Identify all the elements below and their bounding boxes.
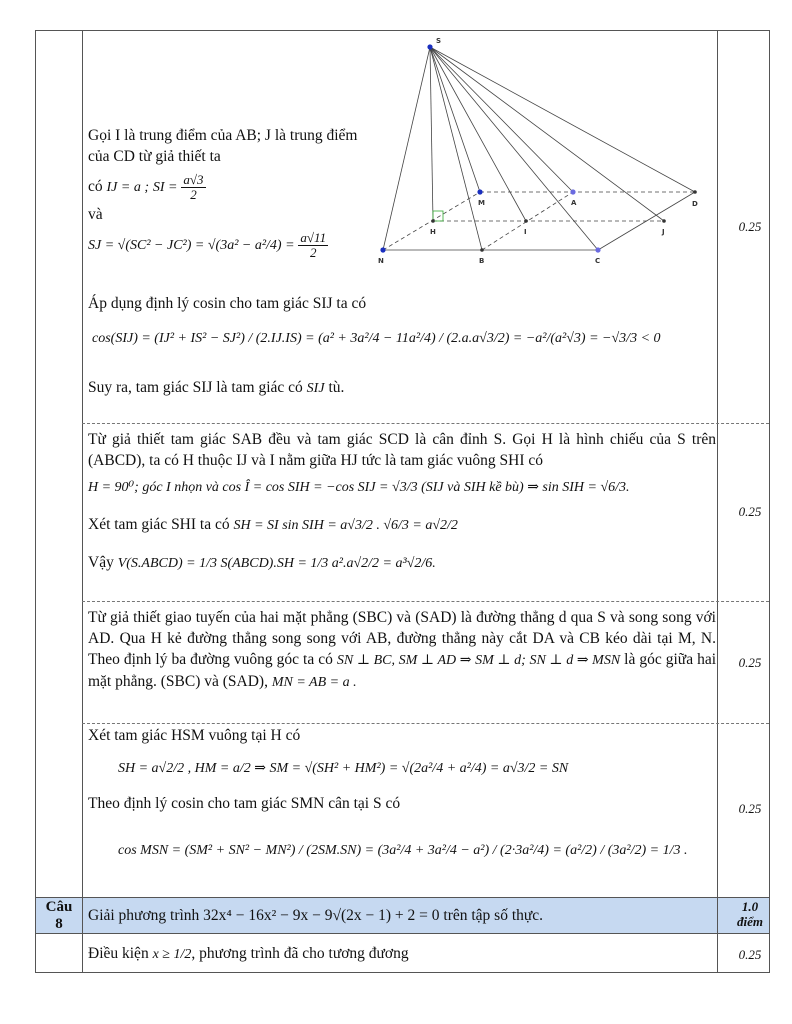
angle-sij: SIJ xyxy=(306,381,325,396)
volume-line xyxy=(88,552,716,574)
label-i: I xyxy=(524,228,527,236)
label-b: B xyxy=(479,257,485,265)
label-n: N xyxy=(378,257,384,265)
intro-text: Gọi I là trung điểm của AB; J là trung điểm của CD từ giả thiết ta xyxy=(88,127,358,165)
row-divider xyxy=(82,423,769,424)
sh-line xyxy=(88,514,716,536)
section-4 xyxy=(88,725,716,861)
paragraph xyxy=(88,607,716,693)
volume-equation: V(S.ABCD) = 1/3 S(ABCD).SH = 1/3 a².a√2/2 = a³√2/6. xyxy=(117,556,436,571)
label-j: J xyxy=(662,228,665,236)
cos-sij-equation: cos(SIJ) = (IJ² + IS² − SJ²) / (2.IJ.IS) = (a² + 3a²/4 − 11a²/4) / (2.a.a√3/2) = −a²/(a²√3) = −√3/3 < 0 xyxy=(92,331,661,346)
score-cell: 0.25 xyxy=(738,801,762,816)
text: Điều kiện xyxy=(88,945,149,962)
si-fraction: $\frac{a√3}{2}$ xyxy=(183,172,204,202)
label-c: C xyxy=(595,257,601,265)
question-number: 8 xyxy=(55,916,63,932)
text: Từ giả thiết giao tuyến của hai mặt phẳng (SBC) và (SAD) là đường thẳng d qua S và song song với AD. Qua H kẻ đường thẳng song song với AB, đường thẳng này cắt DA và CB kéo dài tại M, N. Theo định lý ba đường vuông góc ta có xyxy=(88,609,716,668)
section-1-intro xyxy=(88,125,358,260)
text: là góc giữa hai mặt phẳng. (SBC) và (SAD), xyxy=(88,651,717,690)
score-cell: 0.25 xyxy=(738,219,762,234)
score-cell: 0.25 xyxy=(738,947,762,962)
score-cell: 0.25 xyxy=(738,504,762,519)
question-label xyxy=(36,899,82,933)
paragraph: Từ giả thiết tam giác SAB đều và tam giác SCD là cân đỉnh S. Gọi H là hình chiếu của S trên (ABCD), ta có H thuộc IJ và I nằm giữa HJ tức là tam giác vuông SHI có xyxy=(88,431,716,469)
conclusion-line xyxy=(88,377,716,399)
section-2 xyxy=(88,429,716,574)
apply-text: Áp dụng định lý cosin cho tam giác SIJ ta có xyxy=(88,295,367,312)
sj-fraction: $\frac{a√11}{2}$ xyxy=(300,230,327,260)
question-word: Câu xyxy=(45,899,73,915)
pyramid-figure xyxy=(374,31,714,271)
label-a: A xyxy=(571,199,577,207)
label-h: H xyxy=(430,228,436,236)
text: Theo định lý cosin cho tam giác SMN cân tại S có xyxy=(88,795,401,812)
cos-sin-equation: H = 90⁰; góc I nhọn và cos Î = cos SIH = −cos SIJ = √3/3 (SIJ và SIH kề bù) ⇒ sin SIH = √6/3. xyxy=(88,480,630,495)
section-1-cosine xyxy=(88,293,716,399)
text: Suy ra, tam giác SIJ là tam giác có xyxy=(88,379,303,396)
row-divider xyxy=(36,897,769,898)
row-divider xyxy=(82,723,769,724)
cos-msn-equation: cos MSN = (SM² + SN² − MN²) / (2SM.SN) = (3a²/4 + 3a²/4 − a²) / (2·3a²/4) = (a²/2) / (3a²/2) = 1/3 . xyxy=(118,843,688,858)
row-divider xyxy=(36,933,769,934)
sm-equation: SH = a√2/2 , HM = a/2 ⇒ SM = √(SH² + HM²) = √(2a²/4 + a²/4) = a√3/2 = SN xyxy=(118,761,569,776)
text: Xét tam giác SHI ta có xyxy=(88,516,230,533)
section-3 xyxy=(88,607,716,693)
text: tù. xyxy=(328,379,345,396)
text-va: và xyxy=(88,206,103,223)
points-value: 1.0 xyxy=(741,899,759,914)
points-cell xyxy=(729,899,771,929)
sj-line xyxy=(88,231,358,260)
mn-formula: MN = AB = a . xyxy=(271,675,357,690)
row-divider xyxy=(82,601,769,602)
label-d: D xyxy=(692,200,698,208)
si-formula: SI = xyxy=(152,180,178,196)
text: , phương trình đã cho tương đương xyxy=(191,945,409,962)
condition-math: x ≥ 1/2 xyxy=(152,947,192,962)
sh-equation: SH = SI sin SIH = a√3/2 . √6/3 = a√2/2 xyxy=(233,518,458,533)
solution-table xyxy=(35,30,770,973)
text: Vậy xyxy=(88,554,114,571)
text: có xyxy=(88,178,103,196)
score-cell: 0.25 xyxy=(738,655,762,670)
condition-line xyxy=(88,943,716,965)
points-unit: điểm xyxy=(737,914,763,929)
label-s: S xyxy=(436,37,442,45)
column-divider xyxy=(82,31,83,972)
label-m: M xyxy=(478,199,485,207)
perpendicular-math: SN ⊥ BC, SM ⊥ AD ⇒ SM ⊥ d; SN ⊥ d ⇒ MSN xyxy=(336,653,621,668)
text: Xét tam giác HSM vuông tại H có xyxy=(88,727,301,744)
ij-formula: IJ = a ; xyxy=(106,180,150,196)
column-divider xyxy=(717,31,718,972)
ij-si-line xyxy=(88,173,358,202)
problem-statement: Giải phương trình 32x⁴ − 16x² − 9x − 9√(2x − 1) + 2 = 0 trên tập số thực. xyxy=(88,907,544,924)
sj-formula: SJ = √(SC² − JC²) = √(3a² − a²/4) = xyxy=(88,238,295,254)
